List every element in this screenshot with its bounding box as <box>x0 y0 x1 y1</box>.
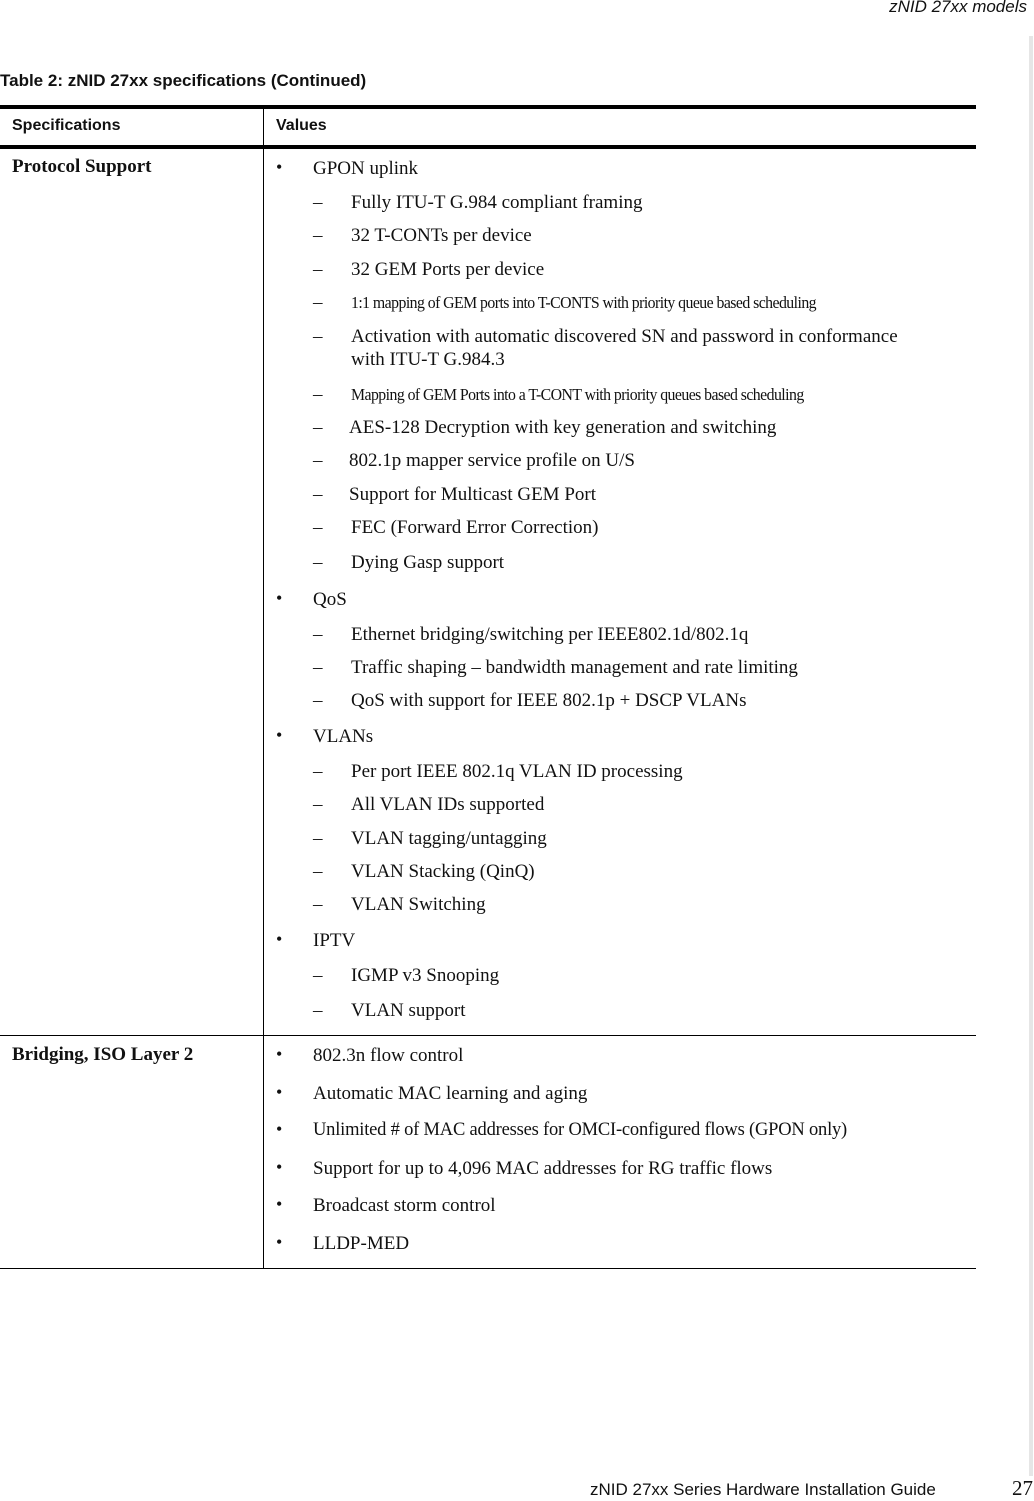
dash-icon: – <box>313 384 323 405</box>
list-item: Broadcast storm control <box>313 1195 496 1216</box>
page-number: 27 <box>1012 1476 1033 1500</box>
list-item: VLAN Stacking (QinQ) <box>351 861 535 882</box>
column-divider <box>263 109 264 1269</box>
list-item: All VLAN IDs supported <box>351 794 545 815</box>
list-item: 802.3n flow control <box>313 1045 464 1066</box>
list-item: VLAN support <box>351 1000 466 1021</box>
table-caption: Table 2: zNID 27xx specifications (Continued) <box>0 71 367 90</box>
table-top-rule <box>0 105 976 109</box>
dash-icon: – <box>313 761 323 782</box>
list-item: 32 GEM Ports per device <box>351 259 545 280</box>
bullet-icon: • <box>276 725 283 745</box>
list-item: QoS with support for IEEE 802.1p + DSCP VLANs <box>351 690 747 711</box>
list-item: Per port IEEE 802.1q VLAN ID processing <box>351 761 683 782</box>
dash-icon: – <box>313 794 323 815</box>
dash-icon: – <box>313 450 323 471</box>
list-item: LLDP-MED <box>313 1233 410 1254</box>
row-divider <box>0 1035 976 1036</box>
dash-icon: – <box>313 894 323 915</box>
footer-title: zNID 27xx Series Hardware Installation Guide <box>590 1480 936 1499</box>
list-item: Automatic MAC learning and aging <box>313 1083 588 1104</box>
list-item-continuation: with ITU-T G.984.3 <box>351 349 505 370</box>
list-item: FEC (Forward Error Correction) <box>351 517 599 538</box>
list-item: 32 T-CONTs per device <box>351 225 532 246</box>
list-item: VLAN tagging/untagging <box>351 828 547 849</box>
dash-icon: – <box>313 259 323 280</box>
bullet-icon: • <box>276 1119 283 1139</box>
list-item: Dying Gasp support <box>351 552 505 573</box>
group-label-vlans: VLANs <box>313 726 374 747</box>
list-item: Support for up to 4,096 MAC addresses for RG traffic flows <box>313 1158 773 1179</box>
list-item: 1:1 mapping of GEM ports into T-CONTS with priority queue based scheduling <box>351 293 817 312</box>
dash-icon: – <box>313 552 323 573</box>
spec-protocol-support: Protocol Support <box>12 156 152 177</box>
bullet-icon: • <box>276 1082 283 1102</box>
dash-icon: – <box>313 225 323 246</box>
dash-icon: – <box>313 861 323 882</box>
dash-icon: – <box>313 965 323 986</box>
dash-icon: – <box>313 828 323 849</box>
group-label-iptv: IPTV <box>313 930 356 951</box>
list-item: Mapping of GEM Ports into a T-CONT with priority queues based scheduling <box>351 385 804 404</box>
list-item: Unlimited # of MAC addresses for OMCI-configured flows (GPON only) <box>313 1120 848 1140</box>
list-item: Fully ITU-T G.984 compliant framing <box>351 192 643 213</box>
bullet-icon: • <box>276 1044 283 1064</box>
dash-icon: – <box>313 292 323 313</box>
list-item: AES-128 Decryption with key generation and switching <box>349 417 777 438</box>
column-header-specifications: Specifications <box>12 117 121 134</box>
column-header-values: Values <box>276 117 327 134</box>
bullet-icon: • <box>276 1194 283 1214</box>
dash-icon: – <box>313 517 323 538</box>
group-label-qos: QoS <box>313 589 347 610</box>
dash-icon: – <box>313 326 323 347</box>
list-item: Activation with automatic discovered SN and password in conformance <box>351 326 898 347</box>
table-bottom-rule <box>0 1268 976 1269</box>
list-item: VLAN Switching <box>351 894 486 915</box>
group-label-gpon: GPON uplink <box>313 158 419 179</box>
dash-icon: – <box>313 192 323 213</box>
list-item: Ethernet bridging/switching per IEEE802.1d/802.1q <box>351 624 749 645</box>
bullet-icon: • <box>276 929 283 949</box>
dash-icon: – <box>313 690 323 711</box>
bullet-icon: • <box>276 588 283 608</box>
list-item: Support for Multicast GEM Port <box>349 484 596 505</box>
list-item: IGMP v3 Snooping <box>351 965 500 986</box>
dash-icon: – <box>313 1000 323 1021</box>
bullet-icon: • <box>276 157 283 177</box>
list-item: Traffic shaping – bandwidth management and rate limiting <box>351 657 798 678</box>
dash-icon: – <box>313 484 323 505</box>
bullet-icon: • <box>276 1232 283 1252</box>
table-header-rule <box>0 145 976 149</box>
page-edge-bar <box>1029 36 1033 1476</box>
bullet-icon: • <box>276 1157 283 1177</box>
spec-bridging-iso-layer-2: Bridging, ISO Layer 2 <box>12 1044 194 1065</box>
dash-icon: – <box>313 417 323 438</box>
list-item: 802.1p mapper service profile on U/S <box>349 450 635 471</box>
dash-icon: – <box>313 624 323 645</box>
running-header: zNID 27xx models <box>889 0 1027 16</box>
dash-icon: – <box>313 657 323 678</box>
